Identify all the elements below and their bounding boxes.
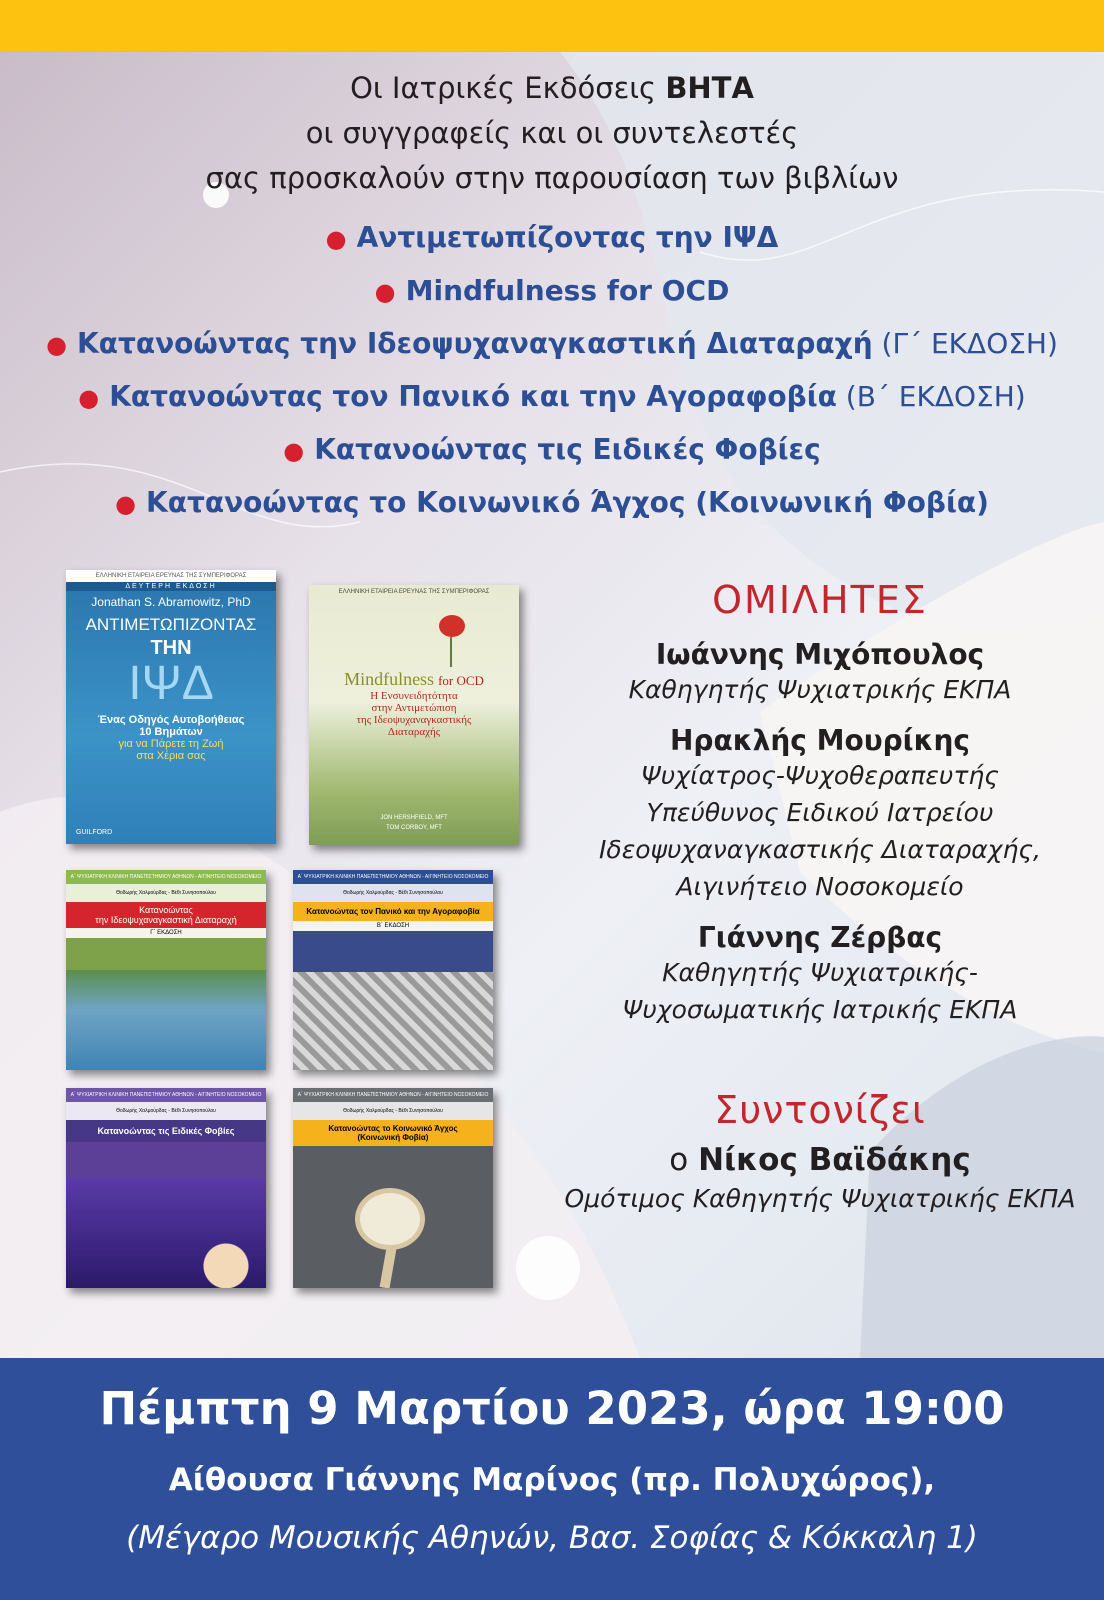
speaker-name: Ηρακλής Μουρίκης xyxy=(670,724,970,757)
book-title-item: ● Κατανοώντας το Κοινωνικό Άγχος (Κοινωνική Φοβία) xyxy=(115,486,989,519)
moderator-role: Ομότιμος Καθηγητής Ψυχιατρικής ΕΚΠΑ xyxy=(564,1184,1076,1213)
book-cover-ipd: ΕΛΛΗΝΙΚΗ ΕΤΑΙΡΕΙΑ ΕΡΕΥΝΑΣ ΤΗΣ ΣΥΜΠΕΡΙΦΟΡΑΣ ΔΕΥΤΕΡΗ ΕΚΔΟΣΗ Jonathan S. Abramowitz, PhD ΑΝΤΙΜΕΤΩΠΙΖΟΝΤΑΣ ΤΗΝ ΙΨΔ Ένας Οδηγός Αυτοβοήθειας 10 Βημάτων για να Πάρετε τη Ζωή στα Χέρια σας GUILFORD xyxy=(66,570,276,844)
book-cover-mindfulness: ΕΛΛΗΝΙΚΗ ΕΤΑΙΡΕΙΑ ΕΡΕΥΝΑΣ ΤΗΣ ΣΥΜΠΕΡΙΦΟΡΑΣ Mindfulness for OCD Η Ενσυνειδητότητα στην Αντιμετώπιση της Ιδεοψυχαναγκαστικής Διαταραχής JON HERSHFIELD, MFT TOM CORBOY, MFT xyxy=(309,585,519,845)
speakers-heading: ΟΜΙΛΗΤΕΣ xyxy=(712,578,928,622)
event-date: Πέμπτη 9 Μαρτίου 2023, ώρα 19:00 xyxy=(99,1382,1005,1435)
speaker-block xyxy=(560,638,1080,708)
speaker-role: Καθηγητής Ψυχιατρικής ΕΚΠΑ xyxy=(628,675,1012,704)
speaker-role: Υπεύθυνος Ειδικού Ιατρείου xyxy=(646,798,994,827)
book-title-item: ● Κατανοώντας τις Ειδικές Φοβίες xyxy=(283,433,821,466)
poppy-flower-icon xyxy=(439,615,465,637)
invitation-intro xyxy=(0,66,1104,201)
speaker-name: Γιάννης Ζέρβας xyxy=(697,921,943,954)
speaker-role: Ψυχοσωματικής Ιατρικής ΕΚΠΑ xyxy=(622,995,1018,1024)
top-color-bar xyxy=(0,0,1104,52)
speakers-section xyxy=(560,578,1080,1217)
lightning-illustration xyxy=(66,1178,266,1288)
moderator-heading: Συντονίζει xyxy=(714,1088,926,1132)
book-title-item: ● Κατανοώντας την Ιδεοψυχαναγκαστική Διαταραχή (Γ΄ ΕΚΔΟΣΗ) xyxy=(46,327,1058,360)
book-titles-list xyxy=(0,212,1104,530)
speaker-block xyxy=(560,921,1080,1028)
intro-line-1: Οι Ιατρικές Εκδόσεις ΒΗΤΑ xyxy=(350,71,754,105)
book-title-item: ● Mindfulness for OCD xyxy=(374,274,730,307)
speaker-role: Ιδεοψυχαναγκαστικής Διαταραχής, xyxy=(599,835,1041,864)
speaker-role: Ψυχίατρος-Ψυχοθεραπευτής xyxy=(641,761,999,790)
speaker-role: Αιγινήτειο Νοσοκομείο xyxy=(676,872,964,901)
book-cover-panic: Α΄ ΨΥΧΙΑΤΡΙΚΗ ΚΛΙΝΙΚΗ ΠΑΝΕΠΙΣΤΗΜΙΟΥ ΑΘΗΝΩΝ - ΑΙΓΙΝΗΤΕΙΟ ΝΟΣΟΚΟΜΕΙΟ Θοδωρής Χαλμούρδας - Βέθι Συνησοπούλου Κατανοώντας τον Πανικό και την Αγοραφοβία Β΄ ΕΚΔΟΣΗ xyxy=(293,870,493,1070)
book-cover-social-anxiety: Α΄ ΨΥΧΙΑΤΡΙΚΗ ΚΛΙΝΙΚΗ ΠΑΝΕΠΙΣΤΗΜΙΟΥ ΑΘΗΝΩΝ - ΑΙΓΙΝΗΤΕΙΟ ΝΟΣΟΚΟΜΕΙΟ Θοδωρής Χαλμούρδας - Βέθι Συνησοπούλου Κατανοώντας το Κοινωνικό Άγχος (Κοινωνική Φοβία) xyxy=(293,1088,493,1288)
book-cover-phobias: Α΄ ΨΥΧΙΑΤΡΙΚΗ ΚΛΙΝΙΚΗ ΠΑΝΕΠΙΣΤΗΜΙΟΥ ΑΘΗΝΩΝ - ΑΙΓΙΝΗΤΕΙΟ ΝΟΣΟΚΟΜΕΙΟ Θοδωρής Χαλμούρδας - Βέθι Συνησοπούλου Κατανοώντας τις Ειδικές Φοβίες xyxy=(66,1088,266,1288)
intro-line-2: οι συγγραφείς και οι συντελεστές xyxy=(305,116,799,150)
speaker-role: Καθηγητής Ψυχιατρικής- xyxy=(662,958,978,987)
event-address: (Μέγαρο Μουσικής Αθηνών, Βασ. Σοφίας & Κόκκαλη 1) xyxy=(126,1520,978,1556)
event-venue: Αίθουσα Γιάννης Μαρίνος (πρ. Πολυχώρος), xyxy=(168,1462,936,1498)
boats-photo xyxy=(66,970,266,1070)
stairs-illustration xyxy=(293,972,493,1070)
book-title-item: ● Αντιμετωπίζοντας την ΙΨΔ xyxy=(325,221,779,254)
magnifier-icon xyxy=(355,1188,425,1250)
book-cover-ocd: Α΄ ΨΥΧΙΑΤΡΙΚΗ ΚΛΙΝΙΚΗ ΠΑΝΕΠΙΣΤΗΜΙΟΥ ΑΘΗΝΩΝ - ΑΙΓΙΝΗΤΕΙΟ ΝΟΣΟΚΟΜΕΙΟ Θοδωρής Χαλμούρδας - Βέθι Συνησοπούλου Κατανοώντας την Ιδεοψυχαναγκαστική Διαταραχή Γ΄ ΕΚΔΟΣΗ xyxy=(66,870,266,1070)
event-details-footer xyxy=(0,1358,1104,1600)
publisher-brand: ΒΗΤΑ xyxy=(665,71,754,105)
speaker-block xyxy=(560,724,1080,905)
book-title-item: ● Κατανοώντας τον Πανικό και την Αγοραφοβία (Β΄ ΕΚΔΟΣΗ) xyxy=(78,380,1026,413)
speaker-name: Ιωάννης Μιχόπουλος xyxy=(655,638,985,671)
moderator-name: ο Νίκος Βαϊδάκης xyxy=(669,1142,971,1178)
intro-line-3: σας προσκαλούν στην παρουσίαση των βιβλίων xyxy=(205,161,899,195)
